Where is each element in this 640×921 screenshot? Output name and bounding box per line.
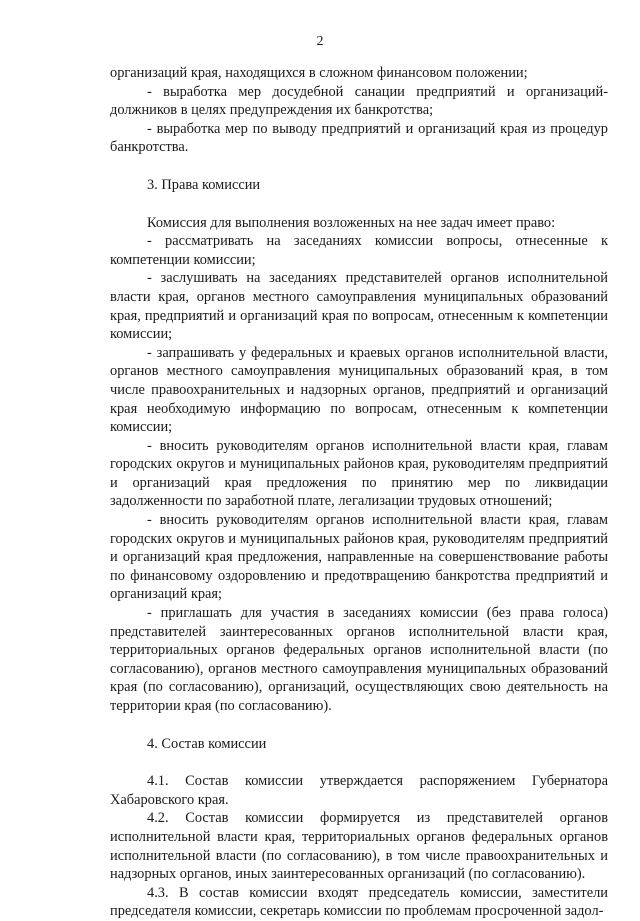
document-body: [110, 64, 608, 921]
section-3-lead: Комиссия для выполнения возложенных на нее задач имеет право:: [147, 214, 556, 231]
section-gap: [110, 157, 608, 176]
section-3-item-6: - приглашать для участия в заседаниях комиссии (без права голоса) представителей заинтересованных органов исполнительной власти края, территориальных органов федеральных органов исполнительной власти (по согласованию), органов местного самоуправления муниципальных образований края (по согласованию), организаций, осуществляющих свою деятельность на территории края (по согласованию).: [110, 605, 608, 714]
section-gap: [110, 753, 608, 772]
intro-item-2: - выработка мер по выводу предприятий и организаций края из процедур банкротства.: [110, 120, 608, 156]
page-number: 2: [316, 34, 324, 49]
section-gap: [110, 195, 608, 214]
intro-item-1: - выработка мер досудебной санации предприятий и организаций-должников в целях предупреждения их банкротства;: [110, 83, 608, 119]
intro-continuation: организаций края, находящихся в сложном финансовом положении;: [110, 65, 528, 81]
section-4-item-1: 4.1. Состав комиссии утверждается распоряжением Губернатора Хабаровского края.: [110, 773, 608, 808]
section-3-item-5: - вносить руководителям органов исполнительной власти края, главам городских округов и муниципальных районов края, руководителям предприятий и организаций края предложения, направленные на совершенствование работы по финансовому оздоровлению и предотвращению банкротства предприятий и организаций края;: [110, 512, 608, 603]
section-3-item-1: - рассматривать на заседаниях комиссии вопросы, отнесенные к компетенции комиссии;: [110, 233, 608, 268]
section-3-item-4: - вносить руководителям органов исполнительной власти края, главам городских округов и муниципальных районов края, руководителям предприятий и организаций края предложения по принятию мер по ликвидации задолженности по заработной плате, легализации трудовых отношений;: [110, 437, 608, 510]
section-4-item-3: 4.3. В состав комиссии входят председатель комиссии, заместители председателя комиссии, секретарь комиссии по проблемам просроченной задол-: [110, 884, 608, 920]
section-3-item-3: - запрашивать у федеральных и краевых органов исполнительной власти, органов местного самоуправления муниципальных образований края, в том числе правоохранительных и надзорных органов, предприятий и организаций края необходимую информацию по вопросам, отнесенным к компетенции комиссии;: [110, 344, 608, 436]
section-3-title: 3. Права комиссии: [147, 176, 261, 193]
section-gap: [110, 716, 608, 735]
section-3-item-2: - заслушивать на заседаниях представителей органов исполнительной власти края, органов местного самоуправления муниципальных образований края, предприятий и организаций края по вопросам, отнесенным к компетенции комиссии;: [110, 270, 608, 343]
section-4-title: 4. Состав комиссии: [147, 735, 267, 752]
section-4-item-2: 4.2. Состав комиссии формируется из представителей органов исполнительной власти края, территориальных органов федеральных органов исполнительной власти (по согласованию), в том числе правоохранительных и надзорных органов, иных заинтересованных организаций (по согласованию).: [110, 810, 608, 883]
